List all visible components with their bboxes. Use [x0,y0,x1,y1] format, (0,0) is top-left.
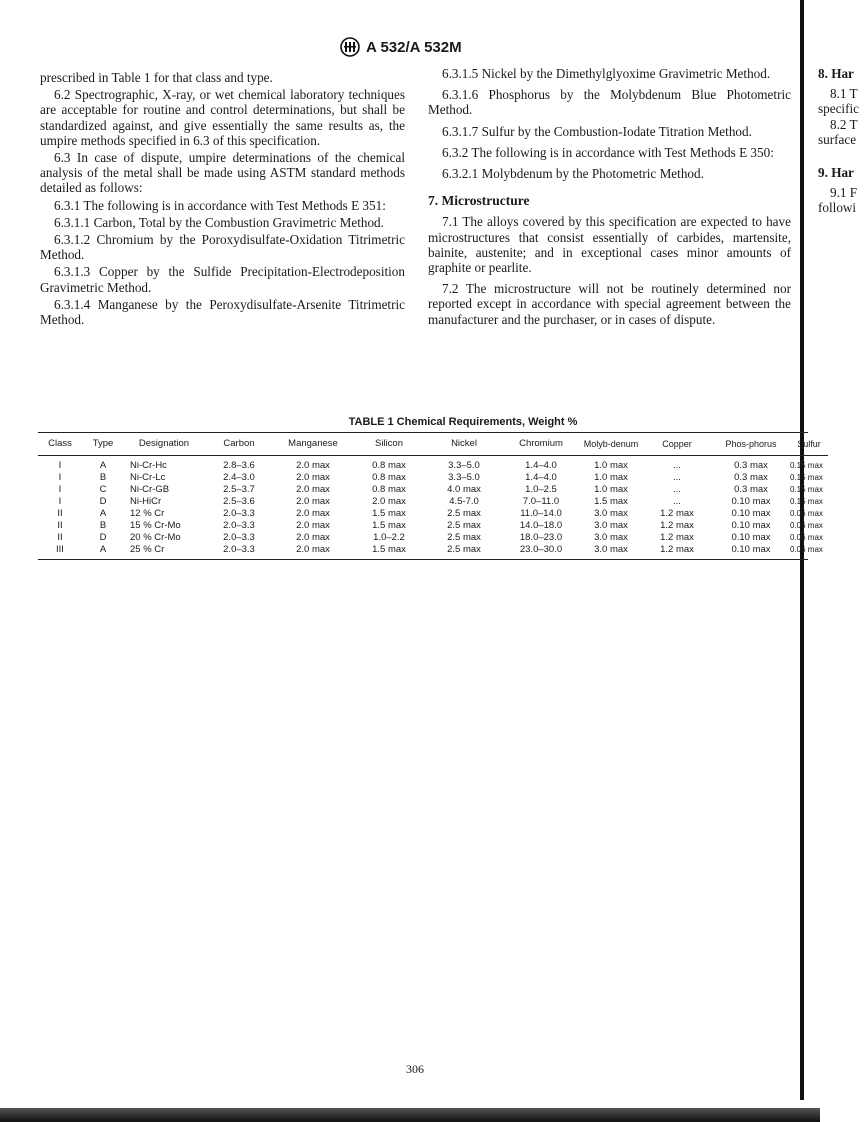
table-cell: B [99,472,107,483]
table-cell: 0.8 max [372,472,406,483]
table-cell: 1.0–2.2 [373,532,405,543]
table-cell: 0.3 max [734,484,768,495]
table-cell: 23.0–30.0 [519,544,563,555]
table-cell: Ni-Cr-GB [130,484,170,495]
table-cell: 2.5 max [447,544,481,555]
table-cell: 2.4–3.0 [223,472,255,483]
header-row [38,433,828,456]
paragraph: 6.3.1.2 Chromium by the Poroxydisulfate-Oxidation Titrimetric Method. [40,232,405,263]
table-cell: ... [673,472,681,483]
column-header: Nickel [451,438,477,449]
table-row [38,496,828,508]
table-cell: 0.06 max [790,521,823,530]
chemical-requirements-table [38,416,823,560]
astm-logo-icon [340,37,360,57]
table-cell: 2.0 max [296,496,330,507]
table-cell: 2.0 max [296,544,330,555]
table-row [38,484,828,496]
table-cell: 2.5 max [447,532,481,543]
table-cell: ... [673,496,681,507]
table-cell: 2.5–3.6 [223,496,255,507]
table-row [38,544,828,559]
table-cell: 2.0 max [372,496,406,507]
cropped-line: specific [818,101,860,117]
paragraph: 6.2 Spectrographic, X-ray, or wet chemical laboratory techniques are acceptable for routine and control determinations, but shall be standardized against, and give essentially the same results as, the umpire methods specified in 6.3 of this specification. [40,87,405,148]
table-row [38,532,828,544]
table-bottom-rule [38,559,808,560]
table-cell: 2.5–3.7 [223,484,255,495]
table-cell: 1.0 max [594,484,628,495]
table-cell: 18.0–23.0 [519,532,563,543]
cropped-line: 9.1 F [830,185,858,201]
table-cell: 2.5 max [447,520,481,531]
table-cell: 0.06 max [790,509,823,518]
table-cell: 2.0–3.3 [223,520,255,531]
table-cell: 0.10 max [731,508,771,519]
table-cell: 2.0 max [296,532,330,543]
table-cell: 2.0 max [296,484,330,495]
table-cell: 15 % Cr-Mo [130,520,181,531]
table-cell: 3.0 max [594,520,628,531]
column-header: Carbon [223,438,255,449]
table-cell: 25 % Cr [130,544,165,555]
table-row [38,520,828,532]
table-cell: 2.0 max [296,508,330,519]
table-cell: 11.0–14.0 [520,508,562,519]
table-cell: B [99,520,107,531]
table-cell: 1.4–4.0 [525,472,557,483]
paragraph: 6.3.2 The following is in accordance with Test Methods E 350: [442,144,774,160]
cropped-line: 8.2 T [830,116,858,132]
table-cell: 0.10 max [731,496,771,507]
table-row [38,508,828,520]
table-cell: 2.0 max [296,520,330,531]
table-cell: 3.0 max [594,532,628,543]
table-cell: I [58,460,62,471]
column-header: Sulfur [797,439,821,449]
paragraph: 6.3.1.3 Copper by the Sulfide Precipitation-Electrodeposition Gravimetric Method. [40,264,405,295]
cropped-line: surface [818,131,857,147]
table-cell: 0.8 max [372,484,406,495]
table-cell: 0.3 max [734,472,768,483]
table-cell: 3.0 max [594,508,628,519]
table-cell: Ni-HiCr [130,496,162,507]
table-cell: 1.5 max [594,496,628,507]
paragraph: 6.3.1.5 Nickel by the Dimethylglyoxime Gravimetric Method. [442,66,771,81]
table-cell: 7.0–11.0 [522,496,560,507]
table-cell: 0.06 max [790,533,823,542]
table-header [38,433,828,456]
table-row [38,472,828,484]
table-cell: D [99,496,107,507]
table-row [38,456,828,473]
table-cell: 0.8 max [372,460,406,471]
table-cell: 0.3 max [734,460,768,471]
table-cell: 0.10 max [731,544,771,555]
paragraph: 7.2 The microstructure will not be routinely determined nor reported except in accordance with special agreement between the manufacturer and the purchaser, or in cases of dispute. [428,281,791,327]
left-column [40,70,405,329]
paragraph: 7.1 The alloys covered by this specification are expected to have microstructures that consist essentially of carbides, martensite, bainite, austenite; and in exceptional cases minor amounts of graphite or pearlite. [428,214,791,276]
column-header: Designation [138,438,190,449]
table-cell: 1.2 max [660,508,694,519]
table-cell: 3.3–5.0 [448,472,480,483]
table-cell: 0.06 max [790,545,823,554]
table-cell: 3.0 max [594,544,628,555]
table-cell: 1.5 max [372,544,406,555]
paragraph: 6.3.2.1 Molybdenum by the Photometric Method. [442,166,704,182]
cropped-line: 8.1 T [830,86,858,102]
table-cell: II [57,532,63,543]
table-cell: 2.0 max [296,472,330,483]
header-title: A 532/A 532M [366,38,462,56]
table-cell: 1.0–2.5 [525,484,557,495]
table-cell: I [58,484,62,495]
table-cell: I [58,472,62,483]
page-number: 306 [406,1062,424,1076]
cropped-line: 9. Har [818,165,854,181]
column-header: Class [48,438,72,449]
table-cell: 4.0 max [447,484,481,495]
table-cell: A [99,508,107,519]
table-cell: II [57,520,63,531]
table-cell: III [56,544,64,555]
table-cell: D [99,532,107,543]
table-cell: 0.10 max [731,532,771,543]
table-cell: 1.0 max [594,472,628,483]
right-column-cropped [818,66,865,216]
table-cell: 4.5-7.0 [449,496,479,507]
middle-column [428,66,791,329]
table [38,433,828,559]
table-cell: A [99,460,107,471]
table-cell: A [99,544,107,555]
table-cell: 2.0–3.3 [223,532,255,543]
table-cell: I [58,496,62,507]
table-cell: 1.2 max [660,544,694,555]
table-cell: 2.0 max [296,460,330,471]
table-cell: Ni-Cr-Lc [130,472,166,483]
table-cell: 0.15 max [790,497,823,506]
scan-bottom-edge [0,1108,820,1122]
column-header: Phos-phorus [725,439,777,449]
section-heading: 7. Microstructure [428,193,530,209]
table-cell: 0.10 max [731,520,771,531]
column-header: Molyb-denum [583,439,639,449]
table-cell: II [57,508,63,519]
table-cell: 14.0–18.0 [519,520,563,531]
table-cell: 2.0–3.3 [223,508,255,519]
paragraph: prescribed in Table 1 for that class and type. [40,70,273,85]
table-cell: ... [673,460,681,471]
table-cell: 1.0 max [594,460,628,471]
column-header: Copper [662,439,692,449]
table-cell: 12 % Cr [130,508,165,519]
cropped-line: followi [818,200,857,216]
paragraph: 6.3.1.1 Carbon, Total by the Combustion Gravimetric Method. [54,214,384,230]
table-cell: 1.5 max [372,520,406,531]
paragraph: 6.3 In case of dispute, umpire determinations of the chemical analysis of the metal shall be made using ASTM standard methods detailed as follows: [40,150,405,196]
table-cell: C [99,484,107,495]
page-header [340,36,540,58]
table-cell: 1.4–4.0 [525,460,557,471]
table-cell: 2.0–3.3 [223,544,255,555]
paragraph: 6.3.1 The following is in accordance with Test Methods E 351: [54,197,386,213]
table-cell: 3.3–5.0 [448,460,480,471]
paragraph: 6.3.1.6 Phosphorus by the Molybdenum Blue Photometric Method. [428,87,791,118]
table-cell: 0.15 max [790,485,823,494]
table-cell: 0.15 max [790,461,823,470]
paragraph: 6.3.1.7 Sulfur by the Combustion-Iodate Titration Method. [442,123,752,139]
table-cell: 2.8–3.6 [223,460,255,471]
table-title: TABLE 1 Chemical Requirements, Weight % [348,416,578,428]
column-header: Chromium [519,438,563,449]
table-cell: 1.5 max [372,508,406,519]
column-header: Type [92,438,114,449]
table-cell: ... [673,484,681,495]
table-body [38,456,828,560]
table-cell: Ni-Cr-Hc [130,460,167,471]
table-cell: 1.2 max [660,520,694,531]
table-cell: 1.2 max [660,532,694,543]
table-cell: 20 % Cr-Mo [130,532,181,543]
table-cell: 2.5 max [447,508,481,519]
paragraph: 6.3.1.4 Manganese by the Peroxydisulfate-Arsenite Titrimetric Method. [40,296,405,328]
table-cell: 0.15 max [790,473,823,482]
cropped-line: 8. Har [818,66,854,81]
cropped-line-spacer [818,147,865,161]
column-header: Manganese [288,438,338,449]
column-header: Silicon [375,438,403,449]
